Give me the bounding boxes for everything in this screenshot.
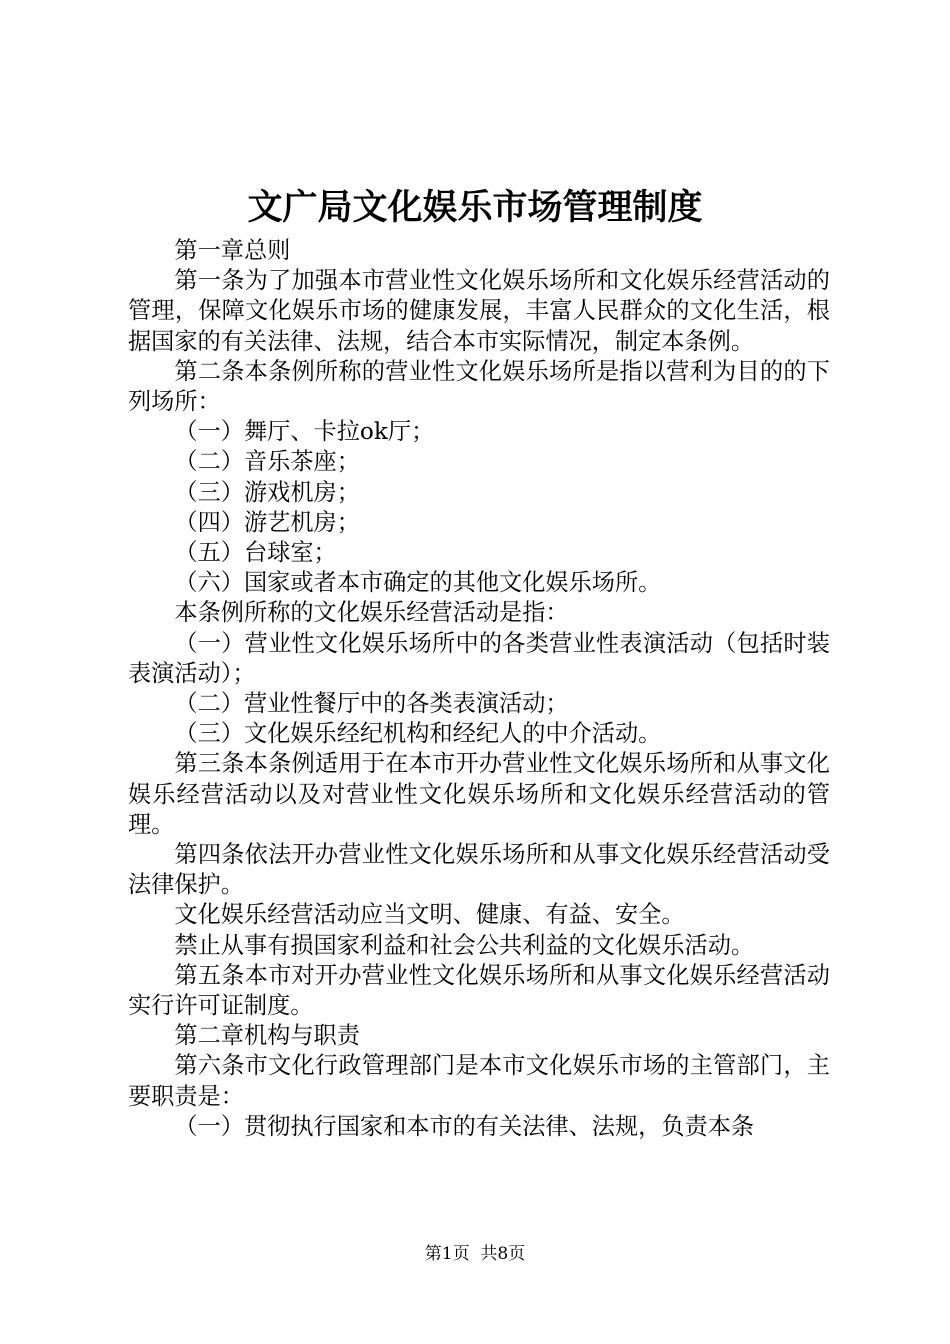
chapter-heading: 第二章机构与职责 (174, 1022, 360, 1050)
list-item: （一）营业性文化娱乐场所中的各类营业性表演活动（包括时装表演活动）； (128, 629, 830, 687)
list-item: （三）游戏机房； (174, 478, 360, 506)
page-footer: 第1页 共8页 (424, 1244, 526, 1264)
document-title: 文广局文化娱乐市场管理制度 (247, 187, 703, 228)
article-paragraph: 第六条市文化行政管理部门是本市文化娱乐市场的主管部门，主要职责是： (128, 1052, 830, 1110)
list-item: （二）营业性餐厅中的各类表演活动； (174, 690, 569, 718)
article-paragraph: 第一条为了加强本市营业性文化娱乐场所和文化娱乐经营活动的管理，保障文化娱乐市场的健康发展，丰富人民群众的文化生活，根据国家的有关法律、法规，结合本市实际情况，制定本条例。 (128, 267, 830, 355)
article-paragraph: 第二条本条例所称的营业性文化娱乐场所是指以营利为目的的下列场所： (128, 357, 830, 416)
article-paragraph: 本条例所称的文化娱乐经营活动是指： (174, 599, 569, 627)
document-body (128, 236, 830, 1142)
article-paragraph: 第三条本条例适用于在本市开办营业性文化娱乐场所和从事文化娱乐经营活动以及对营业性文化娱乐场所和文化娱乐经营活动的管理。 (128, 750, 830, 838)
article-paragraph: 第五条本市对开办营业性文化娱乐场所和从事文化娱乐经营活动实行许可证制度。 (128, 961, 830, 1020)
list-item: （二）音乐茶座； (174, 448, 360, 476)
article-paragraph: 文化娱乐经营活动应当文明、健康、有益、安全。 (174, 901, 685, 929)
list-item: （四）游艺机房； (174, 508, 360, 536)
list-item: （六）国家或者本市确定的其他文化娱乐场所。 (174, 569, 662, 597)
article-paragraph: 禁止从事有损国家利益和社会公共利益的文化娱乐活动。 (174, 931, 755, 959)
list-item: （一）舞厅、卡拉ok厅； (174, 418, 435, 446)
article-paragraph: 第四条依法开办营业性文化娱乐场所和从事文化娱乐经营活动受法律保护。 (128, 841, 830, 899)
chapter-heading: 第一章总则 (174, 237, 291, 264)
list-item: （一）贯彻执行国家和本市的有关法律、法规，负责本条 (174, 1112, 755, 1140)
list-item: （五）台球室； (174, 539, 337, 567)
list-item: （三）文化娱乐经纪机构和经纪人的中介活动。 (174, 720, 662, 748)
